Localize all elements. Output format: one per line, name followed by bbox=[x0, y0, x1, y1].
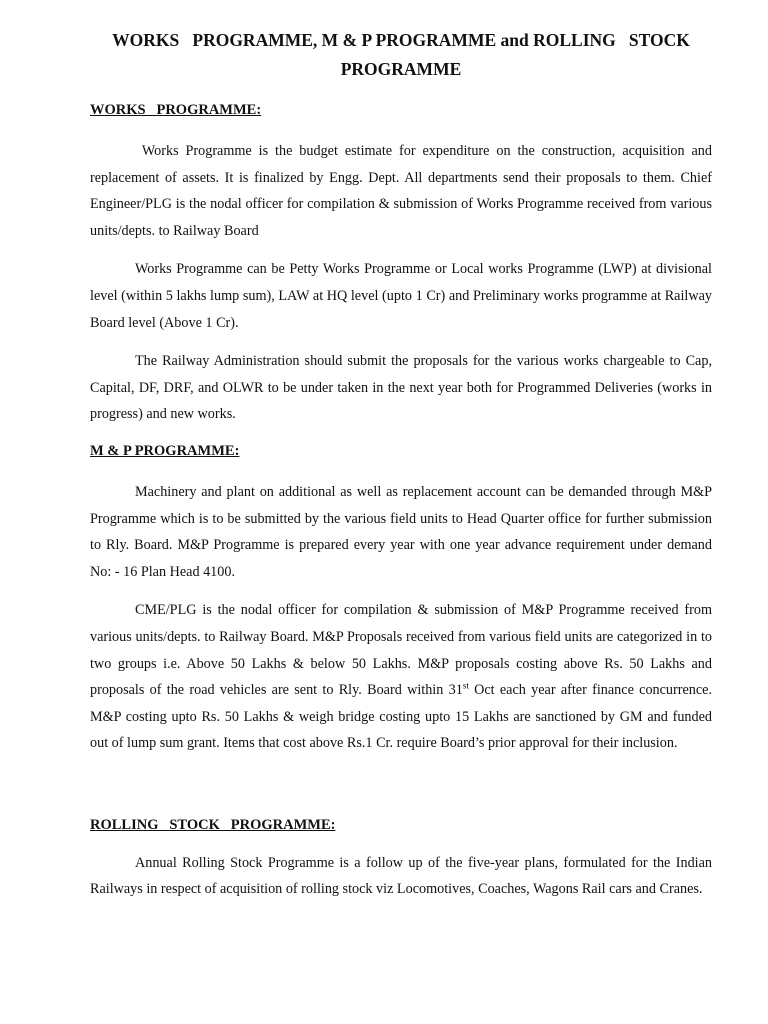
rolling-stock-programme-heading: ROLLING STOCK PROGRAMME: bbox=[90, 816, 336, 833]
ordinal-superscript: st bbox=[462, 680, 469, 691]
works-paragraph-1: Works Programme is the budget estimate for expenditure on the construction, acquisition and replacement of assets. It is finalized by Engg. Dept. All departments send their proposals to them. Chief Engineer/PLG is the nodal officer for compilation & submission of Works Programme received from various units/depts. to Railway Board bbox=[90, 143, 716, 239]
rolling-stock-paragraph-1: Annual Rolling Stock Programme is a follow up of the five-year plans, formulated for the Indian Railways in respect of acquisition of rolling stock viz Locomotives, Coaches, Wagons Rail cars and Cranes. bbox=[90, 854, 712, 898]
document-title-line-1: WORKS PROGRAMME, M & P PROGRAMME and ROLLING STOCK bbox=[112, 30, 690, 50]
mp-paragraph-1: Machinery and plant on additional as well as replacement account can be demanded through M&P Programme which is to be submitted by the various field units to Head Quarter office for further submission to Rly. Board. M&P Programme is prepared every year with one year advance requirement under demand No: - 16 Plan Head 4100. bbox=[90, 483, 712, 580]
mp-paragraph-2-text-after: Oct each year after finance concurrence. M&P costing upto Rs. 50 Lakhs & weigh bridge costing upto 15 Lakhs are sanctioned by GM and funded out of lump sum grant. Items that cost above Rs.1 Cr. require Board’s prior approval for their inclusion. bbox=[90, 682, 713, 752]
document-title bbox=[90, 26, 712, 83]
document-title-line-2: PROGRAMME bbox=[340, 59, 462, 79]
mp-programme-heading: M & P PROGRAMME: bbox=[90, 442, 240, 459]
works-programme-heading: WORKS PROGRAMME: bbox=[90, 102, 262, 118]
mp-paragraph-2 bbox=[90, 597, 712, 757]
works-paragraph-3: The Railway Administration should submit the proposals for the various works chargeable to Cap, Capital, DF, DRF, and OLWR to be under taken in the next year both for Programmed Deliveries (works in progress) and new works. bbox=[90, 353, 712, 423]
mp-paragraph-2-text-before: CME/PLG is the nodal officer for compilation & submission of M&P Programme received from various units/depts. to Railway Board. M&P Proposals received from various field units are categorized in to two groups i.e. Above 50 Lakhs & below 50 Lakhs. M&P proposals costing above Rs. 50 Lakhs and proposals of the road vehicles are sent to Rly. Board within 31 bbox=[90, 602, 712, 699]
works-paragraph-2: Works Programme can be Petty Works Programme or Local works Programme (LWP) at divisional level (within 5 lakhs lump sum), LAW at HQ level (upto 1 Cr) and Preliminary works programme at Railway Board level (Above 1 Cr). bbox=[90, 261, 712, 331]
document-page bbox=[90, 26, 716, 903]
